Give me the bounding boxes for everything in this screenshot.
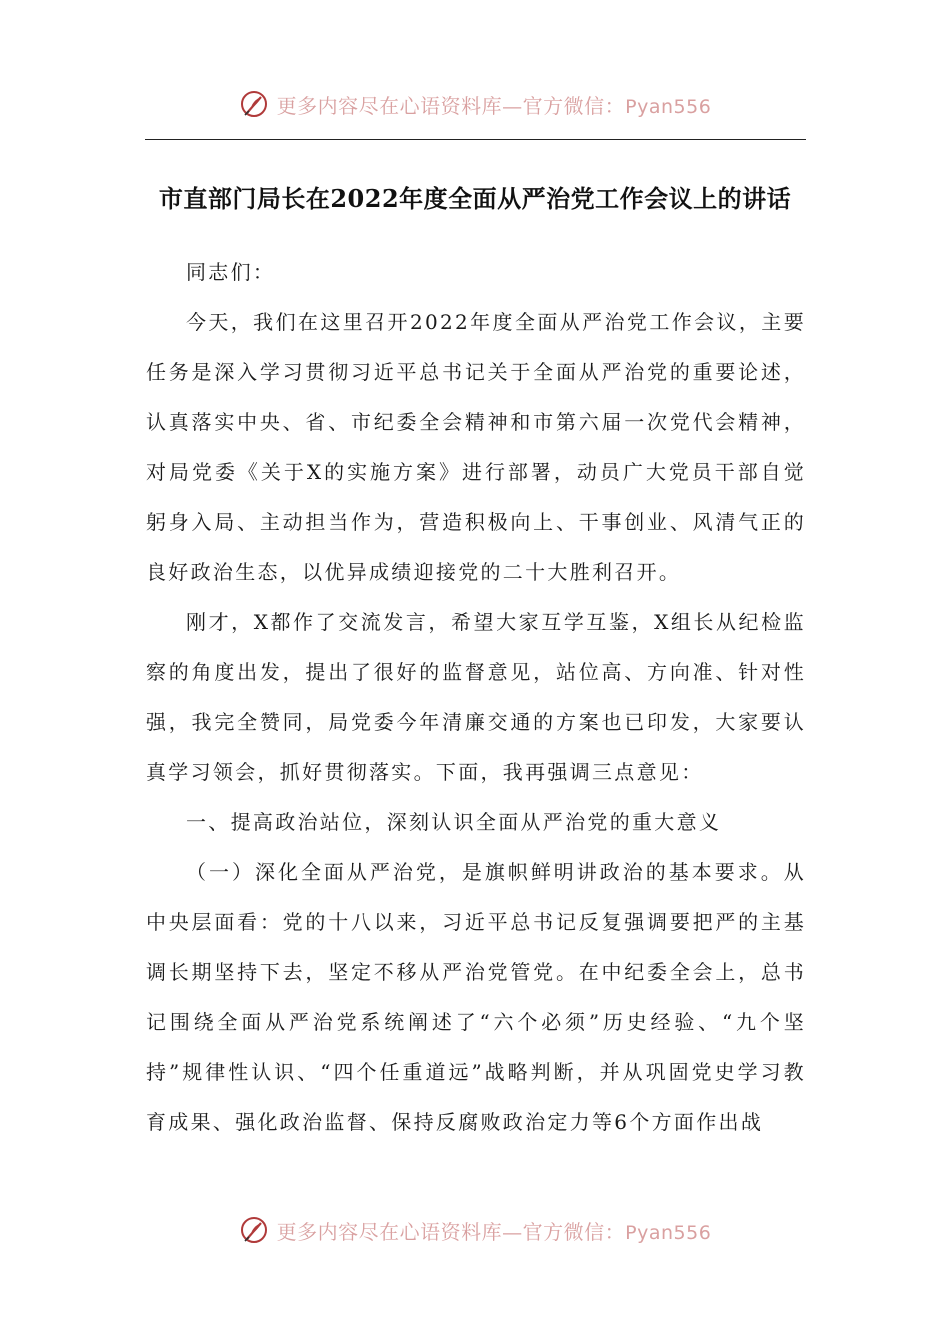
footer-watermark — [0, 1210, 950, 1250]
salutation: 同志们： — [186, 260, 276, 284]
watermark-text: 更多内容尽在心语资料库—官方微信：Pyan556 — [276, 93, 712, 118]
quill-logo-icon — [239, 89, 269, 119]
quill-logo-icon — [239, 1215, 269, 1245]
document-title: 市直部门局长在2022年度全面从严治党工作会议上的讲话 — [158, 184, 792, 213]
watermark-text: 更多内容尽在心语资料库—官方微信：Pyan556 — [276, 1219, 712, 1244]
body-paragraph: （一）深化全面从严治党，是旗帜鲜明讲政治的基本要求。从中央层面看：党的十八以来，习近平总书记反复强调要把严的主基调长期坚持下去，坚定不移从严治党管党。在中纪委全会上，总书记围绕全面从严治党系统阐述了“六个必须”历史经验、“九个坚持”规律性认识、“四个任重道远”战略判断，并从巩固党史学习教育成果、强化政治监督、保持反腐败政治定力等6个方面作出战 — [146, 860, 806, 1134]
header-watermark — [0, 84, 950, 124]
body-paragraph: 刚才，X都作了交流发言，希望大家互学互鉴，X组长从纪检监察的角度出发，提出了很好的监督意见，站位高、方向准、针对性强，我完全赞同，局党委今年清廉交通的方案也已印发，大家要认真学习领会，抓好贯彻落实。下面，我再强调三点意见： — [146, 610, 806, 784]
header-divider — [145, 139, 806, 140]
section-heading: 一、提高政治站位，深刻认识全面从严治党的重大意义 — [186, 810, 722, 834]
body-paragraph: 今天，我们在这里召开2022年度全面从严治党工作会议，主要任务是深入学习贯彻习近平总书记关于全面从严治党的重要论述，认真落实中央、省、市纪委全会精神和市第六届一次党代会精神，对局党委《关于X的实施方案》进行部署，动员广大党员干部自觉躬身入局、主动担当作为，营造积极向上、干事创业、风清气正的良好政治生态，以优异成绩迎接党的二十大胜利召开。 — [146, 310, 806, 584]
document-body — [146, 247, 806, 1147]
